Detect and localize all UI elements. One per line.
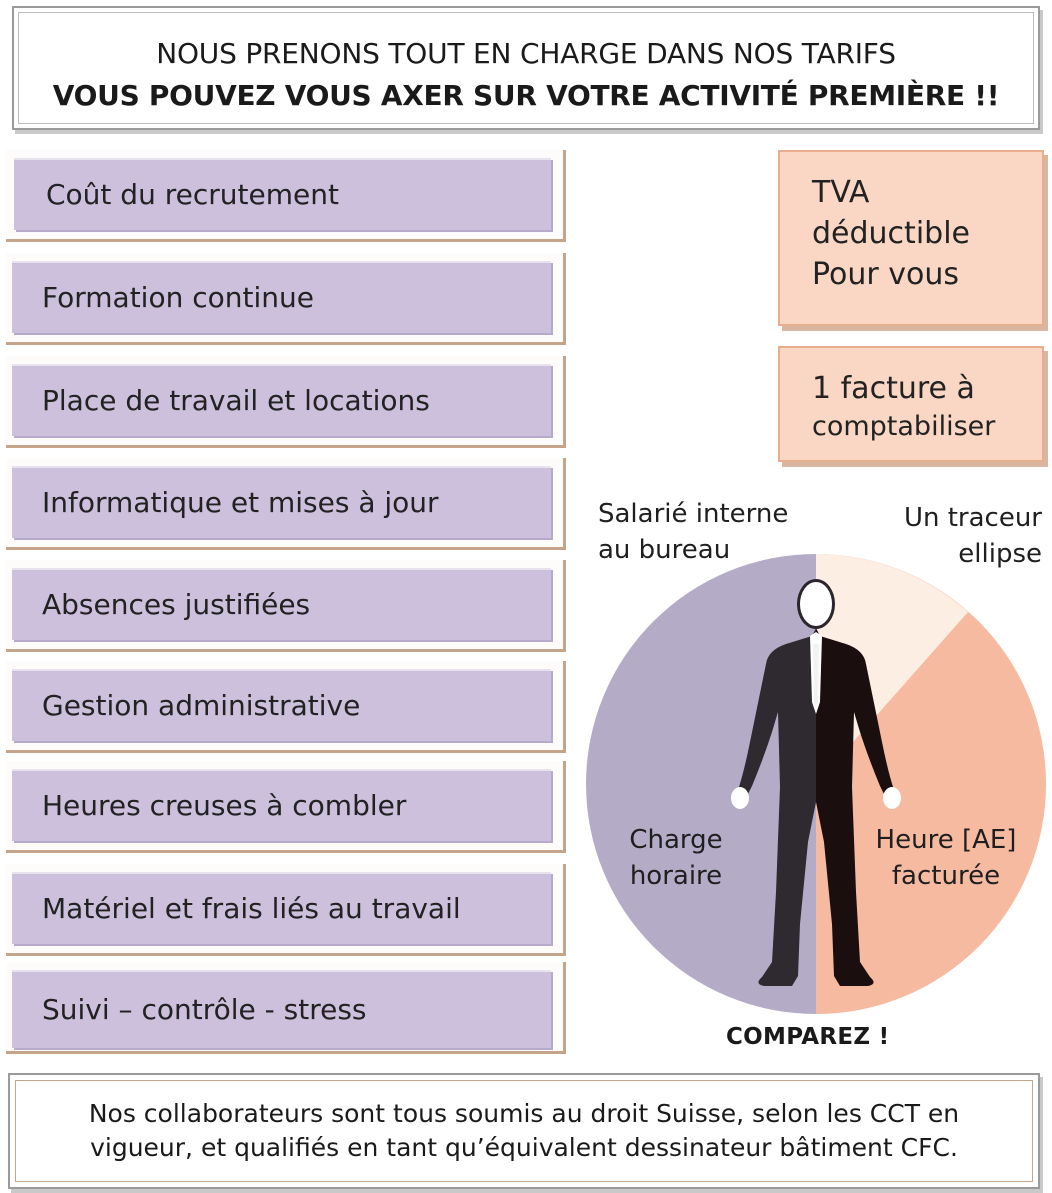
footer-line-1: Nos collaborateurs sont tous soumis au droit Suisse, selon les CCT en [88, 1099, 960, 1128]
charge-label-line-1: Charge [629, 825, 723, 855]
tva-tag [778, 150, 1044, 326]
cost-item [6, 150, 566, 242]
tva-tag-line-2: déductible [812, 216, 970, 251]
charge-label [614, 822, 738, 894]
header-banner [12, 6, 1040, 130]
cost-item-bar [12, 669, 551, 741]
cost-item-bar [12, 261, 551, 333]
cost-item-label: Informatique et mises à jour [42, 486, 439, 519]
footer-inner-frame [15, 1080, 1033, 1182]
cost-item [6, 761, 566, 853]
heure-label [866, 822, 1026, 894]
cost-item [6, 356, 566, 448]
compare-caption: COMPAREZ ! [726, 1024, 890, 1050]
invoice-tag-line-1: 1 facture à [812, 371, 975, 406]
cost-item [6, 560, 566, 652]
salarie-label-line-1: Salarié interne [598, 499, 789, 529]
cost-item [6, 962, 566, 1054]
header-line-2: VOUS POUVEZ VOUS AXER SUR VOTRE ACTIVITÉ PREMIÈRE !! [52, 79, 1000, 112]
cost-item-bar [14, 158, 551, 230]
salarie-label [598, 496, 788, 568]
cost-item-label: Absences justifiées [42, 588, 311, 621]
comparison-circle-diagram [586, 552, 1050, 1016]
traceur-label-line-1: Un traceur [903, 503, 1042, 533]
cost-item-label: Formation continue [42, 281, 314, 314]
cost-item-label: Coût du recrutement [46, 178, 339, 211]
heure-label-line-1: Heure [AE] [875, 825, 1017, 855]
invoice-tag-line-2: comptabiliser [812, 411, 996, 442]
invoice-tag [778, 346, 1044, 462]
traceur-label-line-2: ellipse [958, 539, 1042, 569]
header-line-1: NOUS PRENONS TOUT EN CHARGE DANS NOS TARIFS [156, 37, 896, 70]
cost-item [6, 253, 566, 345]
footer-line-2: vigueur, et qualifiés en tant qu’équivalent dessinateur bâtiment CFC. [90, 1133, 958, 1162]
cost-item [6, 864, 566, 956]
cost-item-label: Place de travail et locations [42, 384, 430, 417]
cost-item [6, 661, 566, 753]
cost-item-bar [12, 364, 551, 436]
cost-item-bar [12, 568, 551, 640]
cost-item-bar [12, 872, 551, 944]
charge-label-line-2: horaire [629, 861, 723, 891]
cost-item-label: Matériel et frais liés au travail [42, 892, 461, 925]
tva-tag-line-1: TVA [812, 175, 870, 210]
cost-item-bar [12, 466, 551, 538]
salarie-label-line-2: au bureau [598, 535, 731, 565]
header-inner-frame [18, 12, 1034, 124]
cost-item-bar [12, 769, 551, 841]
cost-item-label: Gestion administrative [42, 689, 361, 722]
cost-item-bar [12, 970, 551, 1048]
traceur-label [880, 500, 1042, 572]
tva-tag-line-3: Pour vous [812, 257, 960, 292]
cost-item [6, 458, 566, 550]
footer-note [8, 1073, 1040, 1189]
cost-item-label: Heures creuses à combler [42, 789, 407, 822]
cost-item-label: Suivi – contrôle - stress [42, 993, 367, 1026]
heure-label-line-2: facturée [891, 861, 1001, 891]
